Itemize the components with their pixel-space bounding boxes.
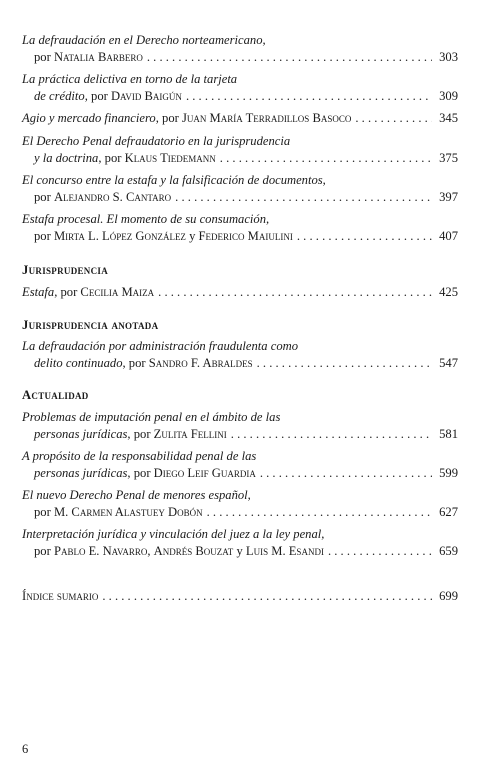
entry-page: 547: [439, 355, 458, 370]
entry-author: Sandro F. Abraldes: [148, 355, 253, 370]
entry-page: 407: [439, 228, 458, 243]
entry-title-cont: personas jurídicas: [34, 465, 128, 480]
entry-title: Índice sumario: [22, 589, 99, 603]
entry-prefix: , por: [127, 465, 154, 480]
entry-author: Cecilia Maiza: [80, 285, 155, 299]
entry-title-cont: delito continuado: [34, 355, 123, 370]
entry-title: Estafa procesal. El momento de su consumación,: [22, 212, 270, 226]
entry-author: Alejandro S. Cantaro: [53, 189, 172, 204]
toc-entry[interactable]: [22, 338, 458, 371]
entry-title: La defraudación por administración fraudulenta como: [22, 339, 299, 353]
entry-title: A propósito de la responsabilidad penal de las: [22, 449, 257, 463]
entry-prefix: por: [34, 228, 54, 243]
entry-title-cont: de crédito: [34, 88, 85, 103]
dot-leader: [297, 228, 432, 245]
entry-author-3: Luis M. Esandi: [245, 543, 324, 558]
dot-leader: [158, 284, 432, 301]
entry-author: Mirta L. López González: [53, 228, 186, 243]
entry-prefix: por: [34, 504, 54, 519]
entry-title-cont: personas jurídicas: [34, 426, 128, 441]
entry-title: El Derecho Penal defraudatorio en la jurisprudencia: [22, 134, 291, 148]
toc-entry[interactable]: [22, 172, 458, 205]
toc-entry-indice[interactable]: [22, 588, 458, 605]
toc-entry[interactable]: [22, 487, 458, 520]
entry-page: 627: [439, 504, 458, 519]
entry-page: 581: [439, 426, 458, 441]
toc-entry[interactable]: [22, 284, 458, 301]
entry-title: Interpretación jurídica y vinculación del juez a la ley penal,: [22, 527, 325, 541]
toc-entry[interactable]: [22, 448, 458, 481]
entry-prefix: por: [34, 189, 54, 204]
dot-leader: [175, 189, 432, 206]
entry-author-2: Andrés Bouzat: [153, 543, 234, 558]
entry-title: Agio y mercado financiero: [22, 111, 156, 125]
dot-leader: [207, 504, 432, 521]
dot-leader: [355, 110, 432, 127]
entry-author: David Baigún: [110, 88, 182, 103]
dot-leader: [260, 465, 432, 482]
toc-entry[interactable]: [22, 71, 458, 104]
toc-entry[interactable]: [22, 211, 458, 244]
entry-title: La práctica delictiva en torno de la tarjeta: [22, 72, 238, 86]
dot-leader: [220, 150, 432, 167]
author-join: y: [233, 543, 246, 558]
entry-author: Juan María Terradillos Basoco: [181, 111, 352, 125]
entry-page: 345: [439, 111, 458, 125]
toc-entry[interactable]: [22, 526, 458, 559]
entry-prefix: , por: [127, 426, 154, 441]
entry-author: Diego Leif Guardia: [153, 465, 256, 480]
entry-prefix: , por: [122, 355, 149, 370]
entry-page: 303: [439, 49, 458, 64]
entry-title-cont: y la doctrina: [34, 150, 99, 165]
section-heading-jurisprudencia: Jurisprudencia: [22, 263, 109, 277]
entry-title: Estafa: [22, 285, 55, 299]
entry-page: 397: [439, 189, 458, 204]
entry-page: 599: [439, 465, 458, 480]
author-join: ,: [147, 543, 154, 558]
entry-prefix: , por: [54, 285, 81, 299]
dot-leader: [147, 49, 432, 66]
entry-page: 309: [439, 88, 458, 103]
entry-title: El nuevo Derecho Penal de menores español,: [22, 488, 251, 502]
dot-leader: [328, 543, 432, 560]
entry-page: 659: [439, 543, 458, 558]
entry-prefix: , por: [155, 111, 182, 125]
author-join: y: [185, 228, 199, 243]
entry-author: Natalia Barbero: [53, 49, 143, 64]
entry-author-2: Federico Maiulini: [198, 228, 293, 243]
toc-entry[interactable]: [22, 32, 458, 65]
entry-author: Pablo E. Navarro: [53, 543, 148, 558]
dot-leader: [186, 88, 432, 105]
entry-title: La defraudación en el Derecho norteamericano,: [22, 33, 266, 47]
toc-entry[interactable]: [22, 409, 458, 442]
page-number: 6: [22, 742, 29, 756]
toc-entry[interactable]: [22, 110, 458, 127]
entry-prefix: por: [34, 49, 54, 64]
entry-title: El concurso entre la estafa y la falsificación de documentos,: [22, 173, 326, 187]
entry-prefix: por: [34, 543, 54, 558]
dot-leader: [257, 355, 432, 372]
entry-prefix: , por: [84, 88, 111, 103]
entry-page: 375: [439, 150, 458, 165]
entry-title: Problemas de imputación penal en el ámbito de las: [22, 410, 281, 424]
dot-leader: [102, 588, 432, 605]
section-heading-jurisprudencia-anotada: Jurisprudencia anotada: [22, 318, 159, 332]
section-heading-actualidad: Actualidad: [22, 388, 89, 402]
entry-prefix: , por: [98, 150, 125, 165]
entry-page: 425: [439, 285, 458, 299]
entry-page: 699: [439, 589, 458, 603]
entry-author: Zulita Fellini: [153, 426, 227, 441]
toc-entry[interactable]: [22, 133, 458, 166]
dot-leader: [231, 426, 432, 443]
entry-author: Klaus Tiedemann: [124, 150, 216, 165]
entry-author: M. Carmen Alastuey Dobón: [53, 504, 203, 519]
